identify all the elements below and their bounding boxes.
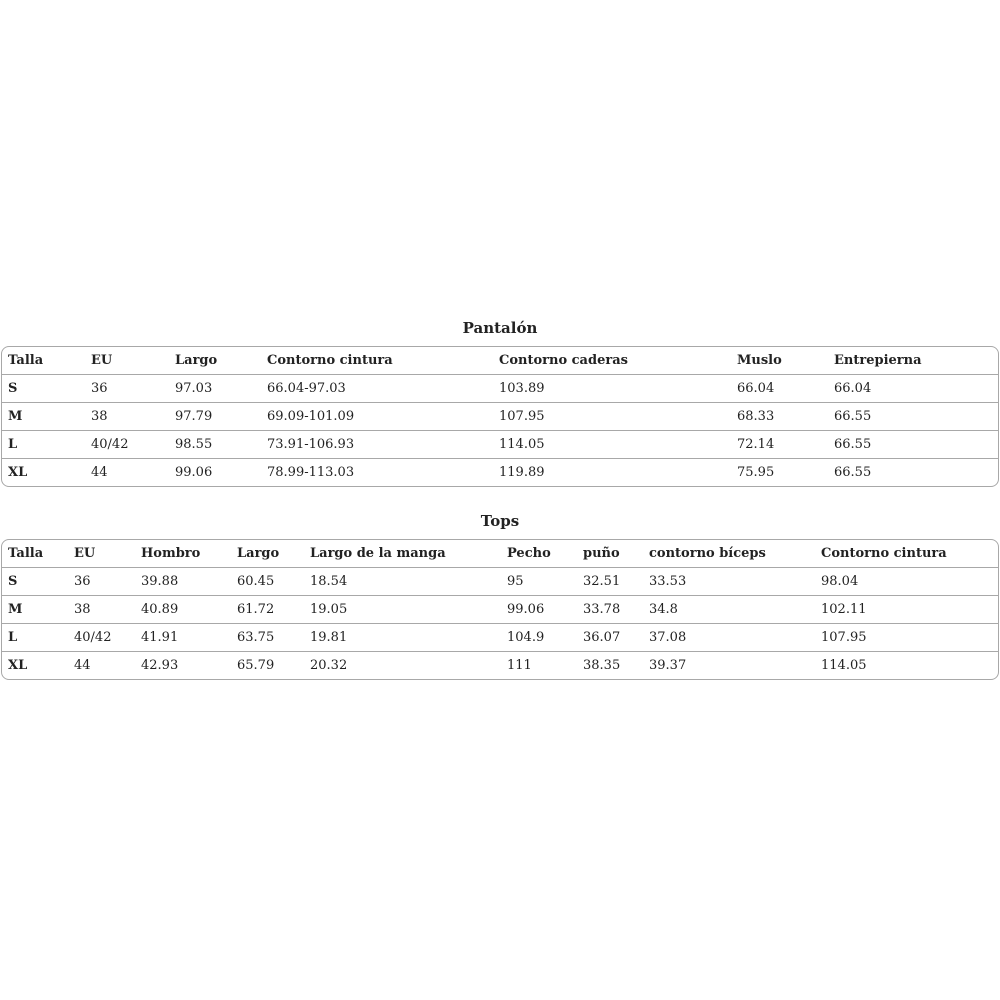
tops-size-table bbox=[2, 540, 998, 679]
size-cell: M bbox=[2, 403, 85, 431]
table-cell: 104.9 bbox=[501, 624, 577, 652]
table-cell: 38 bbox=[68, 596, 135, 624]
size-cell: S bbox=[2, 375, 85, 403]
table-row bbox=[2, 596, 998, 624]
table-cell: 41.91 bbox=[135, 624, 231, 652]
column-header: Largo de la manga bbox=[304, 540, 501, 568]
table-cell: 36.07 bbox=[577, 624, 643, 652]
table-cell: 95 bbox=[501, 568, 577, 596]
table-cell: 103.89 bbox=[493, 375, 731, 403]
table-cell: 44 bbox=[91, 465, 108, 480]
size-cell: L bbox=[2, 431, 85, 459]
table-cell: 69.09-101.09 bbox=[261, 403, 493, 431]
table-cell: 66.04 bbox=[828, 375, 998, 403]
table-cell: 66.04-97.03 bbox=[261, 375, 493, 403]
column-header: Largo bbox=[231, 540, 304, 568]
size-cell: XL bbox=[8, 465, 28, 480]
column-header: Hombro bbox=[135, 540, 231, 568]
table-cell: 36 bbox=[68, 568, 135, 596]
table-cell: 18.54 bbox=[304, 568, 501, 596]
table-cell: 66.55 bbox=[828, 403, 998, 431]
table-row bbox=[2, 403, 998, 431]
table-cell: 75.95 bbox=[737, 465, 775, 480]
column-header: EU bbox=[85, 347, 169, 375]
size-cell: L bbox=[2, 624, 68, 652]
table-cell: 66.55 bbox=[834, 465, 872, 480]
table-cell: 73.91-106.93 bbox=[261, 431, 493, 459]
table-row bbox=[2, 568, 998, 596]
table-cell: 42.93 bbox=[141, 658, 179, 673]
table-cell: 60.45 bbox=[231, 568, 304, 596]
tops-table-container bbox=[1, 539, 999, 680]
table-cell: 63.75 bbox=[231, 624, 304, 652]
column-header: Contorno cintura bbox=[815, 540, 998, 568]
table-cell: 40/42 bbox=[85, 431, 169, 459]
table-cell: 39.37 bbox=[649, 658, 687, 673]
table-cell: 33.78 bbox=[577, 596, 643, 624]
table-cell: 68.33 bbox=[731, 403, 828, 431]
column-header: Contorno caderas bbox=[493, 347, 731, 375]
table-cell: 111 bbox=[507, 658, 532, 673]
column-header: Largo bbox=[169, 347, 261, 375]
column-header: Entrepierna bbox=[828, 347, 998, 375]
table-cell: 107.95 bbox=[493, 403, 731, 431]
table-cell: 97.79 bbox=[169, 403, 261, 431]
table-cell: 98.04 bbox=[815, 568, 998, 596]
table-cell: 99.06 bbox=[501, 596, 577, 624]
table-cell: 38.35 bbox=[583, 658, 621, 673]
column-header: contorno bíceps bbox=[643, 540, 815, 568]
column-header: puño bbox=[577, 540, 643, 568]
table-cell: 107.95 bbox=[815, 624, 998, 652]
table-cell: 37.08 bbox=[643, 624, 815, 652]
column-header: Talla bbox=[2, 540, 68, 568]
table-cell: 78.99-113.03 bbox=[267, 465, 355, 480]
size-cell: XL bbox=[8, 658, 28, 673]
pantalon-section bbox=[1, 318, 999, 487]
table-cell: 39.88 bbox=[135, 568, 231, 596]
table-row bbox=[2, 624, 998, 652]
table-cell: 44 bbox=[74, 658, 91, 673]
table-cell: 66.04 bbox=[731, 375, 828, 403]
tops-section bbox=[1, 511, 999, 680]
pantalon-title: Pantalón bbox=[462, 319, 538, 337]
pantalon-size-table bbox=[2, 347, 998, 486]
table-cell: 65.79 bbox=[237, 658, 275, 673]
table-cell: 61.72 bbox=[231, 596, 304, 624]
size-cell: S bbox=[2, 568, 68, 596]
table-row bbox=[2, 431, 998, 459]
table-cell: 40/42 bbox=[68, 624, 135, 652]
table-cell: 19.81 bbox=[304, 624, 501, 652]
table-cell: 38 bbox=[85, 403, 169, 431]
table-header-row bbox=[2, 347, 998, 375]
table-cell: 19.05 bbox=[304, 596, 501, 624]
table-row bbox=[2, 459, 998, 487]
table-row bbox=[2, 375, 998, 403]
table-cell: 102.11 bbox=[815, 596, 998, 624]
column-header: Talla bbox=[2, 347, 85, 375]
table-cell: 33.53 bbox=[643, 568, 815, 596]
table-cell: 119.89 bbox=[499, 465, 545, 480]
table-cell: 34.8 bbox=[643, 596, 815, 624]
table-cell: 40.89 bbox=[135, 596, 231, 624]
table-cell: 114.05 bbox=[493, 431, 731, 459]
column-header: Pecho bbox=[501, 540, 577, 568]
table-cell: 20.32 bbox=[310, 658, 348, 673]
table-cell: 36 bbox=[85, 375, 169, 403]
column-header: EU bbox=[68, 540, 135, 568]
size-cell: M bbox=[2, 596, 68, 624]
column-header: Muslo bbox=[731, 347, 828, 375]
pantalon-table-container bbox=[1, 346, 999, 487]
table-cell: 66.55 bbox=[828, 431, 998, 459]
table-cell: 114.05 bbox=[821, 658, 867, 673]
table-cell: 32.51 bbox=[577, 568, 643, 596]
table-cell: 72.14 bbox=[731, 431, 828, 459]
column-header: Contorno cintura bbox=[261, 347, 493, 375]
table-cell: 99.06 bbox=[175, 465, 213, 480]
tops-title: Tops bbox=[480, 512, 520, 530]
table-cell: 98.55 bbox=[169, 431, 261, 459]
table-header-row bbox=[2, 540, 998, 568]
table-cell: 97.03 bbox=[169, 375, 261, 403]
table-row bbox=[2, 652, 998, 680]
